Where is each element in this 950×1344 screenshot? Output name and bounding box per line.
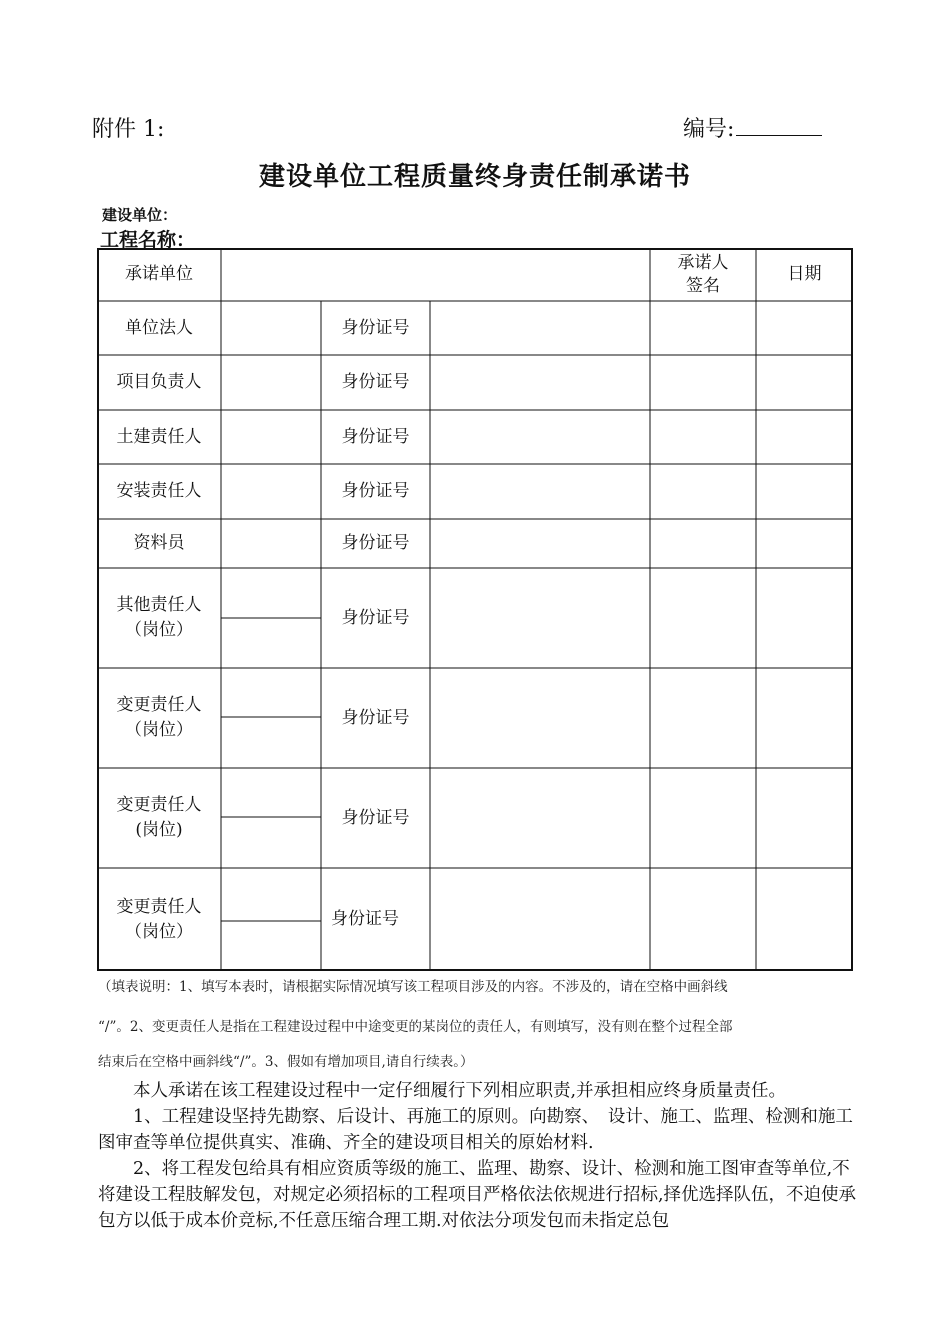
commitment-table (97, 248, 853, 971)
note-line-3: 结束后在空格中画斜线“/”。3、假如有增加项目,请自行续表。） (98, 1054, 474, 1070)
role-cell (97, 768, 221, 868)
commitment-intro: 本人承诺在该工程建设过程中一定仔细履行下列相应职责,并承担相应终身质量责任。 (133, 1081, 787, 1101)
role-title: 变更责任人 (116, 896, 202, 917)
id-label-cell: 身份证号 (341, 533, 410, 553)
role-position: （岗位） (125, 620, 193, 640)
commitment-item-1: 1、工程建设坚持先勘察、后设计、再施工的原则。向勘察、 设计、施工、监理、检测和施工图审查等单位提供真实、准确、齐全的建设项目相关的原始材料. (98, 1107, 853, 1153)
header-signature-line1: 承诺人 (677, 252, 729, 273)
id-label-cell: 身份证号 (341, 807, 410, 828)
commitment-item-2: 2、将工程发包给具有相应资质等级的施工、监理、勘察、设计、检测和施工图审查等单位,不将建设工程肢解发包，对规定必须招标的工程项目严格依法依规进行招标,择优选择队伍，不迫使承包方以低于成本价竞标,不任意压缩合理工期.对依法分项发包而未指定总包 (98, 1159, 857, 1231)
serial-blank (736, 115, 822, 136)
id-label-cell: 身份证号 (341, 372, 410, 392)
role-position: （岗位） (125, 921, 193, 942)
header-date: 日期 (787, 264, 822, 284)
id-label-cell: 身份证号 (341, 481, 410, 501)
construction-unit-label: 建设单位： (102, 206, 178, 224)
role-cell: 单位法人 (125, 317, 193, 338)
role-cell (97, 868, 221, 971)
serial-number-field (683, 112, 822, 143)
commitment-body (98, 1078, 858, 1234)
role-cell: 安装责任人 (116, 481, 202, 501)
serial-label: 编号: (683, 117, 735, 142)
role-title: 变更责任人 (116, 695, 202, 715)
role-cell: 土建责任人 (116, 426, 202, 447)
note-line-2: “/”。2、变更责任人是指在工程建设过程中中途变更的某岗位的责任人，有则填写，没有则在整个过程全部 (98, 1019, 733, 1035)
project-name-label: 工程名称： (100, 229, 196, 251)
role-position: (岗位) (135, 820, 183, 840)
role-cell: 项目负责人 (116, 372, 202, 392)
header-signature (650, 248, 756, 301)
role-title: 变更责任人 (116, 795, 202, 815)
role-title: 其他责任人 (116, 595, 202, 615)
id-label-cell: 身份证号 (341, 607, 410, 628)
document-title: 建设单位工程质量终身责任制承诺书 (258, 162, 691, 192)
header-unit: 承诺单位 (125, 264, 193, 284)
id-label-cell: 身份证号 (331, 909, 399, 929)
header-signature-line2: 签名 (686, 275, 720, 296)
role-cell: 资料员 (133, 533, 185, 553)
id-label-cell: 身份证号 (341, 707, 410, 728)
role-cell (97, 568, 221, 668)
id-label-cell: 身份证号 (341, 426, 410, 447)
role-position: （岗位） (125, 720, 193, 740)
attachment-label: 附件 1: (92, 117, 165, 142)
id-label-cell: 身份证号 (341, 317, 410, 338)
role-cell (97, 668, 221, 768)
note-line-1: （填表说明：1、填写本表时，请根据实际情况填写该工程项目涉及的内容。不涉及的，请在空格中画斜线 (98, 979, 728, 995)
